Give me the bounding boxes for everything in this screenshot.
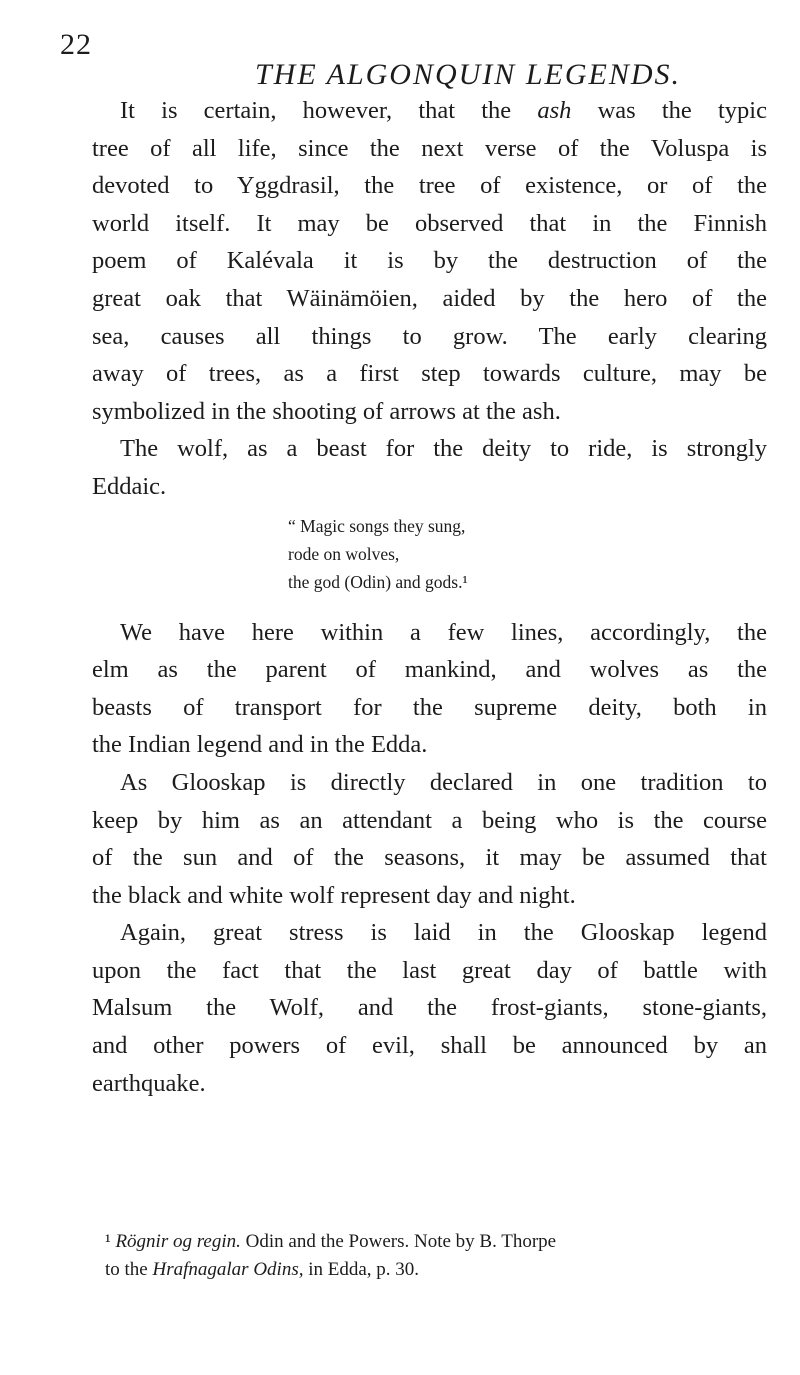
verse-quotation	[288, 512, 767, 596]
footnote-line: to the Hrafnagalar Odins, in Edda, p. 30.	[105, 1259, 420, 1280]
verse-line: “ Magic songs they sung,	[288, 515, 466, 536]
text-line: tree of all life, since the next verse of the Voluspa is	[92, 134, 767, 162]
text-line: As Glooskap is directly declared in one tradition to	[120, 768, 767, 796]
paragraph	[92, 914, 767, 1102]
text-line: of the sun and of the seasons, it may be assumed that	[92, 844, 767, 872]
text-line: Malsum the Wolf, and the frost-giants, stone-giants,	[92, 994, 767, 1022]
footnote-line: ¹ Rögnir og regin. Odin and the Powers. Note by B. Thorpe	[105, 1231, 557, 1252]
page-number: 22	[60, 28, 92, 61]
text-line: devoted to Yggdrasil, the tree of existence, or of the	[92, 172, 767, 200]
text-line: the black and white wolf represent day and night.	[92, 881, 576, 909]
verse-line: rode on wolves,	[288, 543, 400, 564]
text-line: keep by him as an attendant a being who is the course	[92, 806, 767, 834]
paragraph	[92, 92, 767, 430]
text-line: great oak that Wäinämöien, aided by the hero of the	[92, 284, 767, 312]
footnote	[105, 1228, 770, 1284]
running-title: THE ALGONQUIN LEGENDS.	[255, 58, 681, 91]
text-line: elm as the parent of mankind, and wolves as the	[92, 656, 767, 684]
text-line: Eddaic.	[92, 472, 167, 500]
text-line: It is certain, however, that the ash was the typic	[120, 97, 767, 124]
text-line: sea, causes all things to grow. The early clearing	[92, 322, 767, 350]
body-text	[92, 92, 767, 1102]
text-line: upon the fact that the last great day of battle with	[92, 956, 767, 984]
text-line: Again, great stress is laid in the Glooskap legend	[120, 919, 767, 947]
text-line: and other powers of evil, shall be announced by an	[92, 1032, 767, 1060]
text-line: We have here within a few lines, accordingly, the	[120, 618, 767, 646]
text-line: symbolized in the shooting of arrows at the ash.	[92, 397, 561, 425]
paragraph	[92, 614, 767, 764]
text-line: away of trees, as a first step towards culture, may be	[92, 360, 767, 388]
text-line: The wolf, as a beast for the deity to ride, is strongly	[120, 435, 767, 463]
paragraph	[92, 430, 767, 505]
text-line: earthquake.	[92, 1069, 206, 1097]
verse-line: the god (Odin) and gods.¹	[288, 571, 468, 592]
text-line: the Indian legend and in the Edda.	[92, 731, 428, 759]
text-line: poem of Kalévala it is by the destruction of the	[92, 247, 767, 275]
text-line: beasts of transport for the supreme deity, both in	[92, 693, 767, 721]
text-line: world itself. It may be observed that in the Finnish	[92, 209, 767, 237]
paragraph	[92, 764, 767, 914]
